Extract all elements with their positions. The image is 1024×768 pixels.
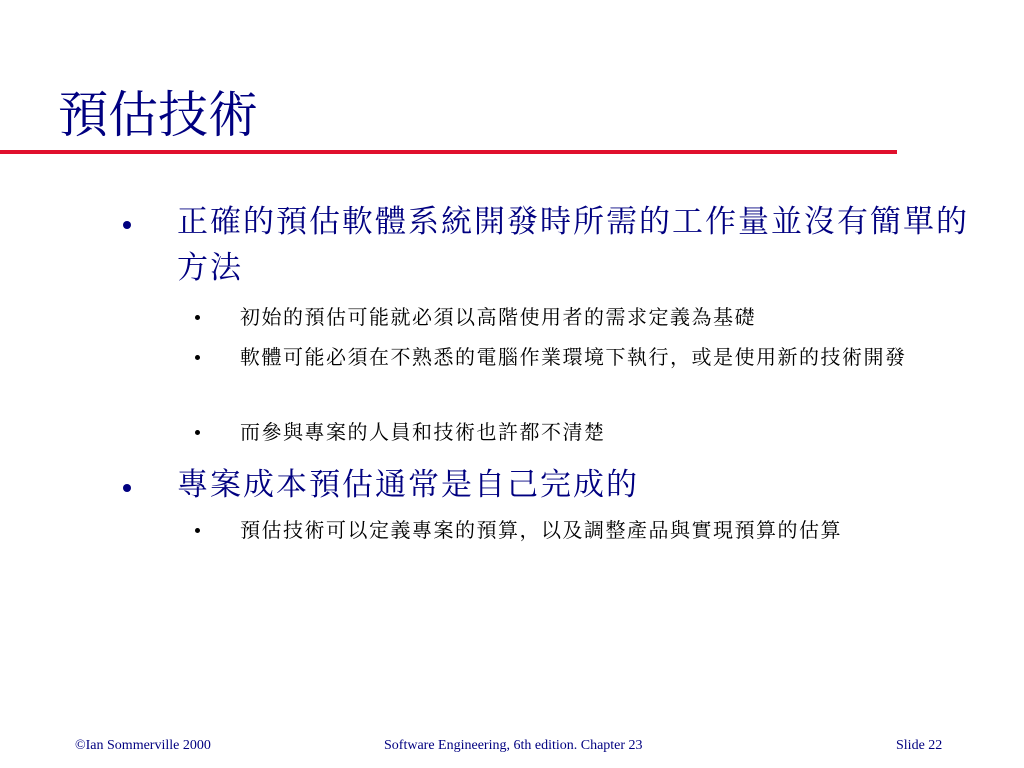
slide-title: 預估技術 [58, 86, 258, 144]
sub-bullet-dot-icon [195, 315, 200, 320]
footer-slide-number: Slide 22 [896, 738, 943, 753]
footer-copyright [75, 736, 211, 756]
bullet-level2: 而參與專案的人員和技術也許都不清楚 [240, 420, 606, 444]
footer-author: Ian Sommerville 2000 [85, 738, 211, 753]
bullet-dot-icon [123, 484, 131, 492]
copyright-icon: © [75, 738, 86, 753]
bullet-level2: 初始的預估可能就必須以高階使用者的需求定義為基礎 [240, 305, 756, 329]
footer-book: Software Engineering, 6th edition. Chapter 23 [384, 738, 643, 753]
sub-bullet-dot-icon [195, 355, 200, 360]
title-underline [0, 150, 897, 154]
bullet-dot-icon [123, 221, 131, 229]
bullet-level2: 軟體可能必須在不熟悉的電腦作業環境下執行，或是使用新的技術開發 [240, 345, 907, 369]
bullet-level1: 專案成本預估通常是自己完成的 [177, 467, 639, 503]
sub-bullet-dot-icon [195, 430, 200, 435]
bullet-level2: 預估技術可以定義專案的預算，以及調整產品與實現預算的估算 [240, 518, 842, 542]
bullet-level1: 正確的預估軟體系統開發時所需的工作量並沒有簡單的方法 [177, 204, 969, 286]
sub-bullet-dot-icon [195, 528, 200, 533]
